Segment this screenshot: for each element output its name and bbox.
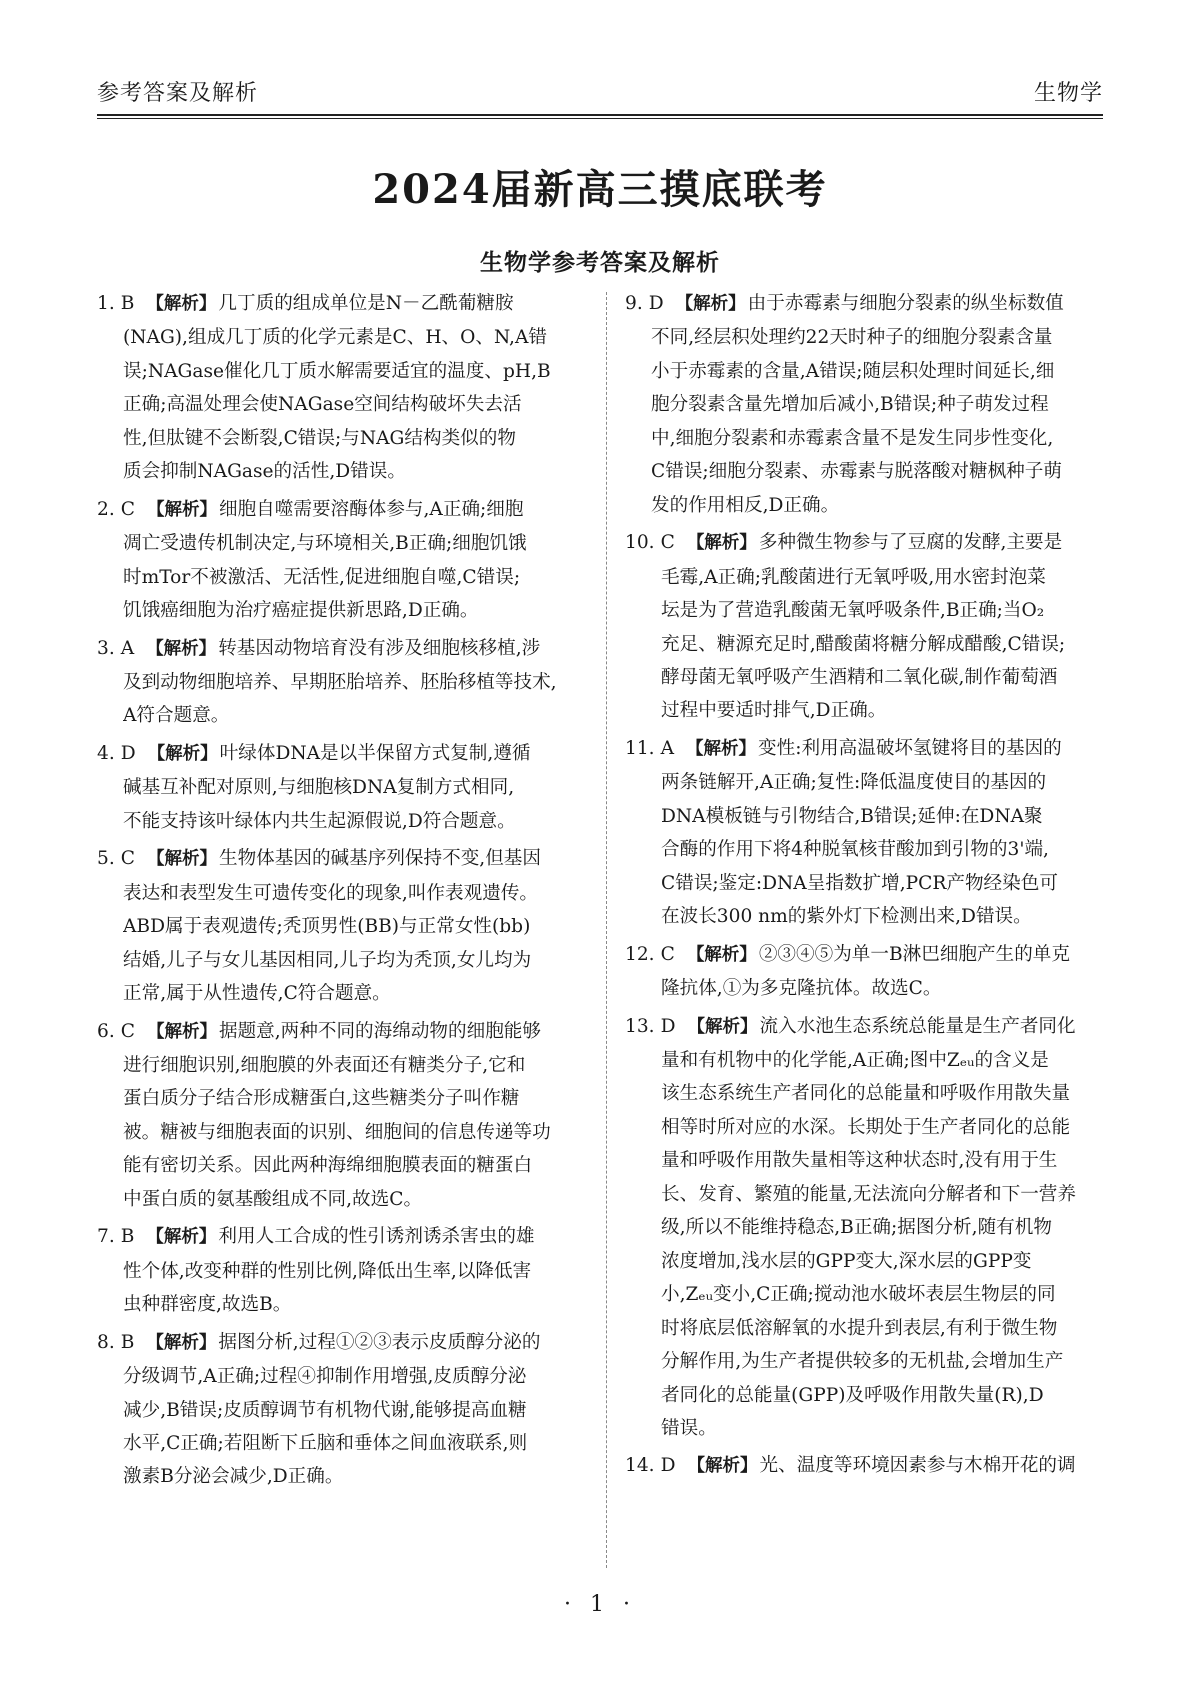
- analysis-line: C错误;细胞分裂素、赤霉素与脱落酸对糖枫种子萌: [651, 461, 1062, 483]
- analysis-line: 浓度增加,浅水层的GPP变大,深水层的GPP变: [661, 1250, 1032, 1272]
- answer-choice: C: [120, 848, 135, 870]
- analysis-line: 量和有机物中的化学能,A正确;图中Zₑᵤ的含义是: [661, 1049, 1049, 1071]
- answer-item: [625, 1010, 1120, 1446]
- analysis-text: 几丁质的组成单位是N－乙酰葡糖胺: [218, 293, 514, 314]
- analysis-tag: 【解析】: [675, 294, 746, 314]
- analysis-line: 胞分裂素含量先增加后减小,B错误;种子萌发过程: [651, 394, 1049, 416]
- analysis-text: 据题意,两种不同的海绵动物的细胞能够: [218, 1020, 541, 1042]
- question-number: 10.: [625, 532, 655, 554]
- answer-first-line: [625, 938, 1120, 972]
- question-number: 9.: [625, 293, 643, 314]
- analysis-line: 误;NAGase催化几丁质水解需要适宜的温度、pH,B: [123, 360, 551, 382]
- analysis-line: 性个体,改变种群的性别比例,降低出生率,以降低害: [123, 1260, 532, 1282]
- answer-item: [97, 842, 587, 1010]
- answer-choice: B: [120, 1226, 135, 1248]
- answer-first-line: [625, 287, 1120, 321]
- analysis-line: 毛霉,A正确;乳酸菌进行无氧呼吸,用水密封泡菜: [661, 566, 1046, 588]
- analysis-line: 结婚,儿子与女儿基因相同,儿子均为秃顶,女儿均为: [123, 949, 532, 971]
- analysis-line: 在波长300 nm的紫外灯下检测出来,D错误。: [661, 906, 1032, 928]
- answer-item: [97, 1220, 587, 1321]
- analysis-tag: 【解析】: [146, 1227, 217, 1248]
- answer-choice: C: [660, 532, 675, 554]
- analysis-text: ②③④⑤为单一B淋巴细胞产生的单克: [758, 943, 1070, 965]
- question-number: 7.: [97, 1226, 115, 1248]
- analysis-line: 合酶的作用下将4种脱氧核苷酸加到引物的3'端,: [661, 839, 1049, 861]
- header-rule-thin: [97, 118, 1103, 119]
- analysis-line: 中蛋白质的氨基酸组成不同,故选C。: [123, 1188, 423, 1210]
- analysis-line: 分级调节,A正确;过程④抑制作用增强,皮质醇分泌: [123, 1366, 527, 1388]
- header-subject: 生物学: [1033, 80, 1103, 106]
- analysis-tag: 【解析】: [147, 743, 218, 764]
- analysis-text: 叶绿体DNA是以半保留方式复制,遵循: [219, 742, 531, 764]
- analysis-text: 细胞自噬需要溶酶体参与,A正确;细胞: [218, 498, 524, 520]
- analysis-line: 被。糖被与细胞表面的识别、细胞间的信息传递等功: [123, 1121, 551, 1143]
- analysis-line: A符合题意。: [123, 705, 230, 727]
- analysis-tag: 【解析】: [146, 1332, 217, 1353]
- answer-item: [625, 938, 1120, 1006]
- analysis-line: 及到动物细胞培养、早期胚胎培养、胚胎移植等技术,: [123, 671, 557, 693]
- answer-item: [97, 737, 587, 838]
- answer-first-line: [97, 737, 587, 771]
- analysis-line: 时将底层低溶解氧的水提升到表层,有利于微生物: [661, 1317, 1058, 1339]
- analysis-line: C错误;鉴定:DNA呈指数扩增,PCR产物经染色可: [661, 872, 1058, 894]
- left-column: [97, 287, 587, 1498]
- analysis-line: 错误。: [661, 1417, 717, 1439]
- analysis-tag: 【解析】: [146, 638, 217, 659]
- answer-first-line: [97, 1015, 587, 1049]
- analysis-line: 水平,C正确;若阻断下丘脑和垂体之间血液联系,则: [123, 1432, 528, 1454]
- running-header: [97, 70, 1103, 112]
- right-column: [625, 287, 1120, 1488]
- answer-choice: A: [120, 637, 135, 659]
- question-number: 11.: [625, 737, 655, 759]
- analysis-line: 质会抑制NAGase的活性,D错误。: [123, 461, 406, 483]
- analysis-text: 利用人工合成的性引诱剂诱杀害虫的雄: [218, 1226, 535, 1248]
- analysis-line: 碱基互补配对原则,与细胞核DNA复制方式相同,: [123, 777, 515, 799]
- analysis-line: 正常,属于从性遗传,C符合题意。: [123, 983, 391, 1005]
- analysis-tag: 【解析】: [146, 849, 217, 870]
- analysis-line: 充足、糖源充足时,醋酸菌将糖分解成醋酸,C错误;: [661, 633, 1066, 655]
- answer-choice: D: [120, 742, 136, 764]
- analysis-text: 转基因动物培育没有涉及细胞核移植,涉: [218, 637, 541, 659]
- analysis-tag: 【解析】: [686, 738, 757, 759]
- analysis-line: 中,细胞分裂素和赤霉素含量不是发生同步性变化,: [651, 427, 1054, 449]
- analysis-line: ABD属于表观遗传;秃顶男性(BB)与正常女性(bb): [123, 916, 531, 938]
- page-number: · 1 ·: [564, 1592, 636, 1617]
- analysis-line: 性,但肽键不会断裂,C错误;与NAG结构类似的物: [123, 427, 516, 449]
- page-subtitle: 生物学参考答案及解析: [480, 250, 720, 276]
- answer-choice: D: [648, 293, 664, 314]
- analysis-line: 能有密切关系。因此两种海绵细胞膜表面的糖蛋白: [123, 1155, 533, 1177]
- question-number: 2.: [97, 498, 115, 520]
- answer-item: [97, 632, 587, 733]
- page-title: 2024届新高三摸底联考: [372, 166, 828, 213]
- answer-item: [97, 1015, 587, 1217]
- analysis-line: 小,Zₑᵤ变小,C正确;搅动池水破坏表层生物层的同: [661, 1284, 1056, 1306]
- analysis-line: 小于赤霉素的含量,A错误;随层积处理时间延长,细: [651, 360, 1055, 382]
- analysis-text: 生物体基因的碱基序列保持不变,但基因: [218, 848, 541, 870]
- analysis-line: 不能支持该叶绿体内共生起源假说,D符合题意。: [123, 810, 516, 832]
- answer-item: [625, 1449, 1120, 1483]
- analysis-line: 凋亡受遗传机制决定,与环境相关,B正确;细胞饥饿: [123, 533, 527, 555]
- analysis-line: 不同,经层积处理约22天时种子的细胞分裂素含量: [651, 327, 1053, 349]
- answer-first-line: [97, 842, 587, 876]
- answer-first-line: [625, 1010, 1120, 1044]
- answer-first-line: [625, 732, 1120, 766]
- analysis-line: 该生态系统生产者同化的总能量和呼吸作用散失量: [661, 1083, 1071, 1105]
- analysis-line: 者同化的总能量(GPP)及呼吸作用散失量(R),D: [661, 1384, 1044, 1406]
- answer-first-line: [97, 1326, 587, 1360]
- answer-item: [625, 287, 1120, 522]
- answer-item: [97, 1326, 587, 1494]
- question-number: 6.: [97, 1020, 115, 1042]
- analysis-line: 长、发育、繁殖的能量,无法流向分解者和下一营养: [661, 1183, 1076, 1205]
- answer-choice: C: [660, 943, 675, 965]
- analysis-line: 级,所以不能维持稳态,B正确;据图分析,随有机物: [661, 1217, 1052, 1239]
- analysis-line: 坛是为了营造乳酸菌无氧呼吸条件,B正确;当O₂: [661, 600, 1045, 622]
- answer-choice: C: [120, 1020, 135, 1042]
- question-number: 14.: [625, 1455, 655, 1477]
- analysis-line: 发的作用相反,D正确。: [651, 494, 840, 516]
- analysis-text: 由于赤霉素与细胞分裂素的纵坐标数值: [747, 293, 1064, 314]
- analysis-tag: 【解析】: [687, 1456, 758, 1477]
- analysis-line: 量和呼吸作用散失量相等这种状态时,没有用于生: [661, 1150, 1058, 1172]
- analysis-line: 两条链解开,A正确;复性:降低温度使目的基因的: [661, 772, 1047, 794]
- analysis-line: 时mTor不被激活、无活性,促进细胞自噬,C错误;: [123, 566, 521, 588]
- analysis-text: 多种微生物参与了豆腐的发酵,主要是: [758, 532, 1063, 554]
- answer-choice: C: [120, 498, 135, 520]
- answer-choice: D: [660, 1455, 676, 1477]
- analysis-line: 表达和表型发生可遗传变化的现象,叫作表观遗传。: [123, 882, 538, 904]
- analysis-text: 光、温度等环境因素参与木棉开花的调: [759, 1455, 1076, 1477]
- answer-item: [97, 287, 587, 489]
- analysis-line: 正确;高温处理会使NAGase空间结构破坏失去活: [123, 394, 522, 416]
- header-rule: [97, 114, 1103, 116]
- analysis-line: DNA模板链与引物结合,B错误;延伸:在DNA聚: [661, 805, 1043, 827]
- analysis-line: 相等时所对应的水深。长期处于生产者同化的总能: [661, 1116, 1071, 1138]
- question-number: 1.: [97, 293, 115, 314]
- question-number: 3.: [97, 637, 115, 659]
- answer-first-line: [625, 526, 1120, 560]
- analysis-tag: 【解析】: [146, 499, 217, 520]
- answer-item: [625, 526, 1120, 728]
- answer-choice: A: [660, 737, 675, 759]
- analysis-tag: 【解析】: [687, 1016, 758, 1037]
- answer-first-line: [97, 493, 587, 527]
- analysis-tag: 【解析】: [146, 1021, 217, 1042]
- analysis-line: 隆抗体,①为多克隆抗体。故选C。: [661, 978, 942, 1000]
- analysis-line: 分解作用,为生产者提供较多的无机盐,会增加生产: [661, 1351, 1064, 1373]
- analysis-text: 据图分析,过程①②③表示皮质醇分泌的: [218, 1331, 541, 1353]
- analysis-tag: 【解析】: [686, 944, 757, 965]
- analysis-tag: 【解析】: [146, 294, 217, 314]
- analysis-line: 激素B分泌会减少,D正确。: [123, 1466, 344, 1488]
- analysis-line: 进行细胞识别,细胞膜的外表面还有糖类分子,它和: [123, 1054, 526, 1076]
- question-number: 12.: [625, 943, 655, 965]
- analysis-text: 流入水池生态系统总能量是生产者同化: [759, 1015, 1076, 1037]
- column-divider: [606, 292, 607, 1568]
- analysis-tag: 【解析】: [686, 533, 757, 554]
- question-number: 5.: [97, 848, 115, 870]
- analysis-line: 减少,B错误;皮质醇调节有机物代谢,能够提高血糖: [123, 1399, 527, 1421]
- answer-item: [97, 493, 587, 628]
- analysis-line: 蛋白质分子结合形成糖蛋白,这些糖类分子叫作糖: [123, 1088, 520, 1110]
- answer-first-line: [625, 1449, 1120, 1483]
- analysis-line: 酵母菌无氧呼吸产生酒精和二氧化碳,制作葡萄酒: [661, 666, 1058, 688]
- question-number: 4.: [97, 742, 115, 764]
- answer-first-line: [97, 287, 587, 321]
- answer-first-line: [97, 632, 587, 666]
- analysis-line: 过程中要适时排气,D正确。: [661, 700, 887, 722]
- analysis-line: (NAG),组成几丁质的化学元素是C、H、O、N,A错: [123, 327, 547, 349]
- answer-first-line: [97, 1220, 587, 1254]
- analysis-line: 虫种群密度,故选B。: [123, 1294, 292, 1316]
- answer-choice: B: [120, 1331, 135, 1353]
- analysis-text: 变性:利用高温破坏氢键将目的基因的: [758, 737, 1062, 759]
- header-left-title: 参考答案及解析: [97, 80, 259, 106]
- question-number: 8.: [97, 1331, 115, 1353]
- answer-choice: D: [660, 1015, 676, 1037]
- question-number: 13.: [625, 1015, 655, 1037]
- answer-item: [625, 732, 1120, 934]
- analysis-line: 饥饿癌细胞为治疗癌症提供新思路,D正确。: [123, 600, 479, 622]
- answer-choice: B: [120, 293, 135, 314]
